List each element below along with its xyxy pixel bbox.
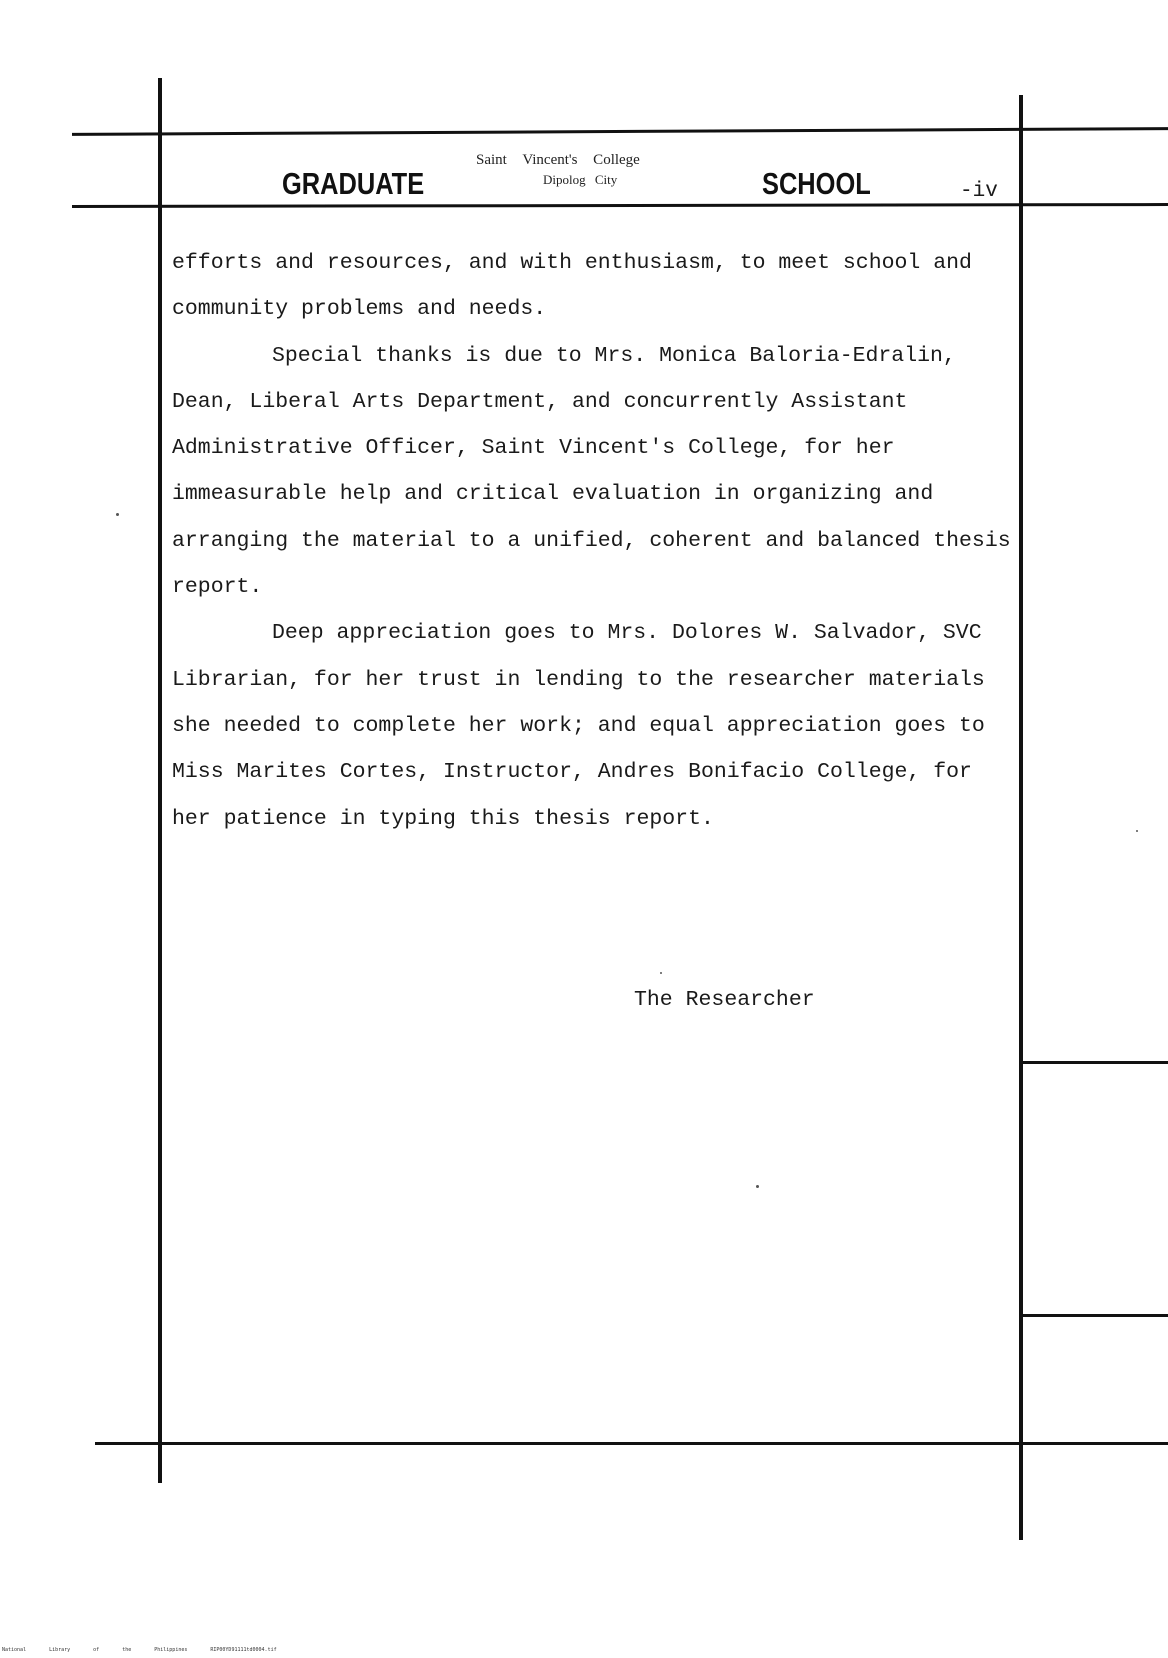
page-number: -iv (960, 180, 998, 203)
scan-footer-library: National Library of the Philippines (2, 1647, 188, 1653)
scan-speck (116, 513, 119, 516)
paragraph-continuation: efforts and resources, and with enthusiasm, to meet school and community problems and needs. (172, 251, 972, 322)
side-tick-rule (1019, 1314, 1168, 1317)
top-header-rule (72, 127, 1168, 136)
scan-footer-file: RIP00YD91111td0004.tif (210, 1647, 277, 1653)
scan-speck (660, 972, 662, 974)
bottom-rule (95, 1442, 1168, 1445)
body-text (172, 240, 1022, 842)
header-bottom-rule (72, 203, 1168, 208)
scan-footer-note (2, 1647, 277, 1653)
header-left-title: GRADUATE (282, 166, 425, 201)
header-city: Dipolog City (543, 172, 618, 187)
paragraph-deep-appreciation: Deep appreciation goes to Mrs. Dolores W. Salvador, SVC Librarian, for her trust in lending to the researcher materials she needed to complete her work; and equal appreciation goes to Miss Marites Cortes, Instructor, Andres Bonifacio College, for her patience in typing this thesis report. (172, 621, 985, 831)
scan-speck (756, 1185, 759, 1188)
side-tick-rule (1019, 1061, 1168, 1064)
header-college-name: Saint Vincent's College (476, 152, 640, 168)
signature: The Researcher (634, 988, 815, 1012)
header-right-title: SCHOOL (762, 166, 871, 201)
scan-speck (1136, 830, 1138, 832)
paragraph-special-thanks: Special thanks is due to Mrs. Monica Baloria-Edralin, Dean, Liberal Arts Department, and concurrently Assistant Administrative Officer, Saint Vincent's College, for her immeasurable help and critical evaluation in organizing and arranging the material to a unified, coherent and balanced thesis report. (172, 343, 1011, 600)
left-margin-rule (158, 78, 162, 1483)
